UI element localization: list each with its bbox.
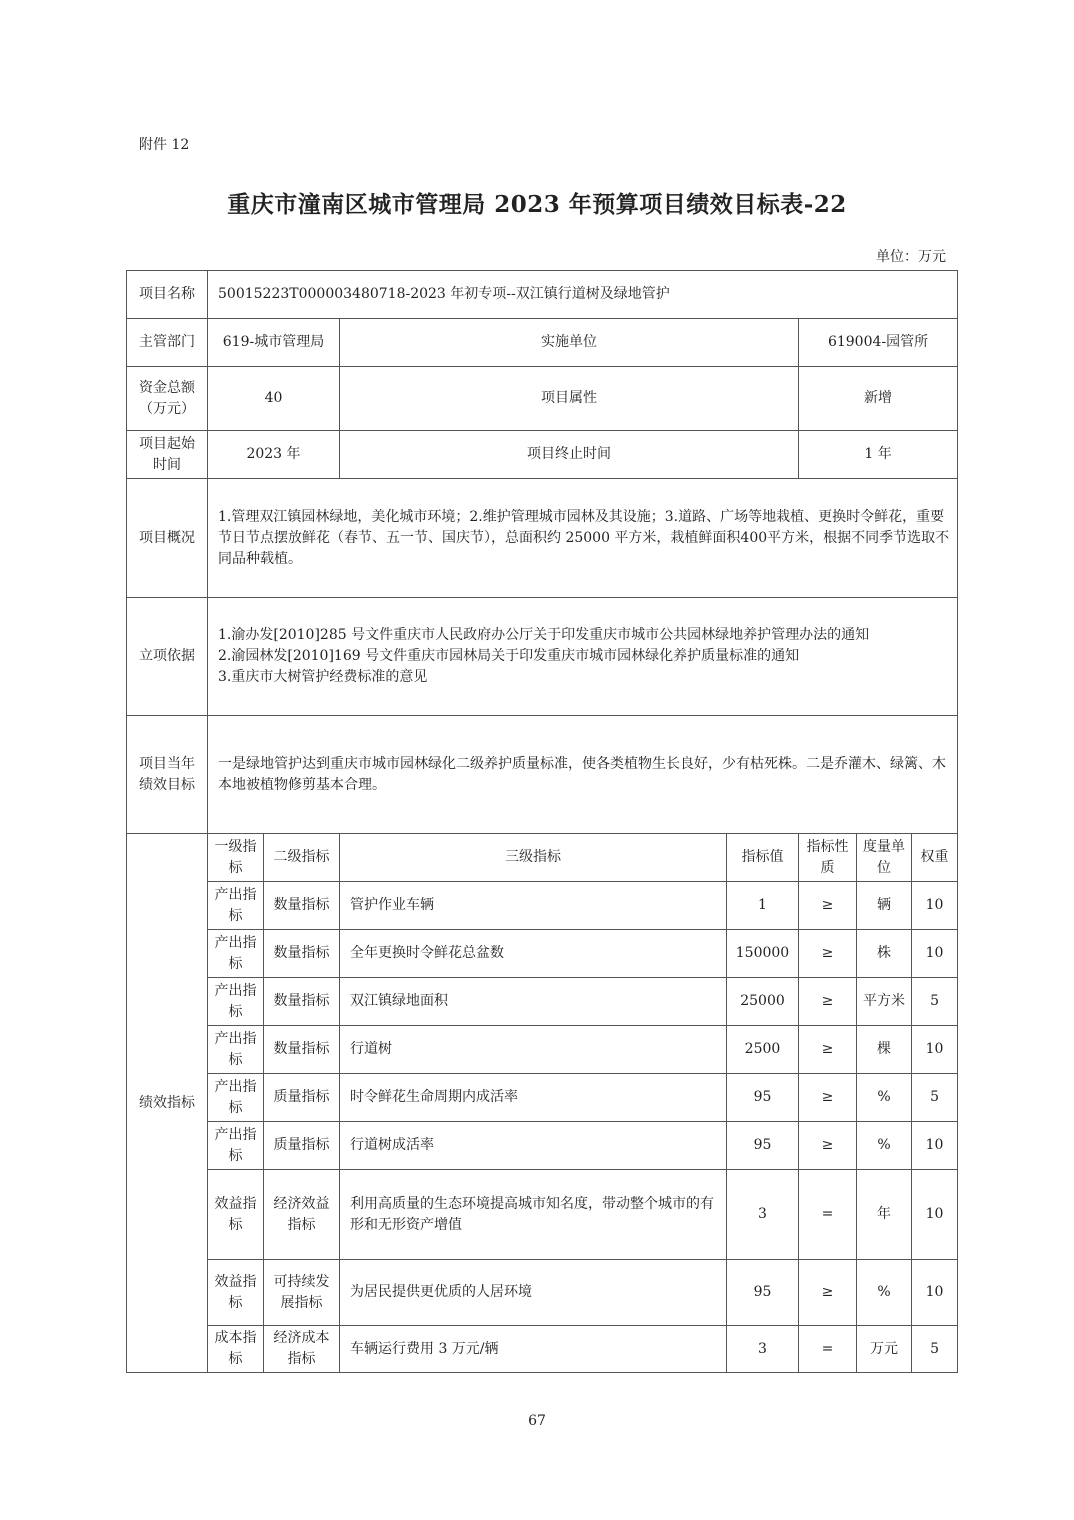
cell-l3: 为居民提供更优质的人居环境 [340, 1260, 727, 1326]
cell-nature: ≥ [799, 882, 857, 930]
project-name-value: 50015223T000003480718-2023 年初专项--双江镇行道树及绿地管护 [208, 271, 958, 319]
table-row [127, 930, 958, 978]
dept-label: 主管部门 [127, 319, 208, 367]
cell-unit: 万元 [857, 1326, 912, 1373]
overview-label: 项目概况 [127, 479, 208, 598]
fund-label: 资金总额（万元） [127, 367, 208, 431]
cell-l1: 效益指标 [208, 1260, 264, 1326]
cell-weight: 10 [912, 1026, 958, 1074]
cell-nature: ≥ [799, 1260, 857, 1326]
cell-unit: 年 [857, 1170, 912, 1260]
table-row [127, 1026, 958, 1074]
cell-l3: 全年更换时令鲜花总盆数 [340, 930, 727, 978]
cell-l1: 产出指标 [208, 1122, 264, 1170]
cell-l3: 行道树 [340, 1026, 727, 1074]
cell-l1: 成本指标 [208, 1326, 264, 1373]
cell-l1: 产出指标 [208, 1026, 264, 1074]
performance-table [126, 270, 958, 1373]
cell-l3: 行道树成活率 [340, 1122, 727, 1170]
cell-l2: 数量指标 [264, 882, 340, 930]
header-l2: 二级指标 [264, 834, 340, 882]
cell-value: 95 [727, 1074, 799, 1122]
table-row [127, 978, 958, 1026]
cell-unit: 辆 [857, 882, 912, 930]
table-row [127, 882, 958, 930]
goal-label: 项目当年绩效目标 [127, 716, 208, 834]
cell-weight: 10 [912, 882, 958, 930]
basis-value [208, 598, 958, 716]
impl-value: 619004-园管所 [799, 319, 958, 367]
cell-value: 2500 [727, 1026, 799, 1074]
cell-l2: 数量指标 [264, 1026, 340, 1074]
cell-l2: 数量指标 [264, 978, 340, 1026]
indicators-section-label: 绩效指标 [127, 834, 208, 1373]
cell-l2: 质量指标 [264, 1074, 340, 1122]
cell-value: 95 [727, 1260, 799, 1326]
cell-weight: 10 [912, 1170, 958, 1260]
cell-nature: = [799, 1170, 857, 1260]
end-value: 1 年 [799, 431, 958, 479]
cell-l2: 经济成本指标 [264, 1326, 340, 1373]
cell-nature: = [799, 1326, 857, 1373]
cell-weight: 5 [912, 1326, 958, 1373]
cell-unit: % [857, 1074, 912, 1122]
cell-l2: 数量指标 [264, 930, 340, 978]
table-row [127, 1326, 958, 1373]
cell-value: 3 [727, 1170, 799, 1260]
overview-value: 1.管理双江镇园林绿地，美化城市环境；2.维护管理城市园林及其设施；3.道路、广场等地栽植、更换时令鲜花，重要节日节点摆放鲜花（春节、五一节、国庆节），总面积约 25000 平方米，栽植鲜面积400平方米，根据不同季节选取不同品种载植。 [208, 479, 958, 598]
cell-weight: 10 [912, 1260, 958, 1326]
cell-l2: 可持续发展指标 [264, 1260, 340, 1326]
table-row [127, 1074, 958, 1122]
basis-label: 立项依据 [127, 598, 208, 716]
header-weight: 权重 [912, 834, 958, 882]
cell-nature: ≥ [799, 1026, 857, 1074]
cell-unit: % [857, 1122, 912, 1170]
cell-value: 95 [727, 1122, 799, 1170]
cell-weight: 10 [912, 930, 958, 978]
cell-unit: 平方米 [857, 978, 912, 1026]
cell-weight: 5 [912, 978, 958, 1026]
table-row [127, 1122, 958, 1170]
header-l3: 三级指标 [340, 834, 727, 882]
basis-line: 1.渝办发[2010]285 号文件重庆市人民政府办公厅关于印发重庆市城市公共园林绿地养护管理办法的通知 [218, 627, 870, 643]
cell-value: 1 [727, 882, 799, 930]
cell-l3: 车辆运行费用 3 万元/辆 [340, 1326, 727, 1373]
header-l1: 一级指标 [208, 834, 264, 882]
table-row [127, 1260, 958, 1326]
cell-l3: 利用高质量的生态环境提高城市知名度，带动整个城市的有形和无形资产增值 [340, 1170, 727, 1260]
cell-l1: 产出指标 [208, 1074, 264, 1122]
start-value: 2023 年 [208, 431, 340, 479]
header-nature: 指标性质 [799, 834, 857, 882]
fund-value: 40 [208, 367, 340, 431]
cell-l1: 效益指标 [208, 1170, 264, 1260]
impl-label: 实施单位 [340, 319, 799, 367]
basis-line: 2.渝园林发[2010]169 号文件重庆市园林局关于印发重庆市城市园林绿化养护质量标准的通知 [218, 648, 800, 664]
basis-line: 3.重庆市大树管护经费标准的意见 [218, 669, 428, 685]
cell-l2: 经济效益指标 [264, 1170, 340, 1260]
header-unit: 度量单位 [857, 834, 912, 882]
end-label: 项目终止时间 [340, 431, 799, 479]
page-number: 67 [528, 1413, 546, 1429]
cell-l1: 产出指标 [208, 978, 264, 1026]
cell-weight: 5 [912, 1074, 958, 1122]
cell-nature: ≥ [799, 978, 857, 1026]
goal-value: 一是绿地管护达到重庆市城市园林绿化二级养护质量标准，使各类植物生长良好，少有枯死株。二是乔灌木、绿篱、木本地被植物修剪基本合理。 [208, 716, 958, 834]
cell-unit: % [857, 1260, 912, 1326]
indicator-header-row [127, 834, 958, 882]
cell-l1: 产出指标 [208, 882, 264, 930]
table-row [127, 1170, 958, 1260]
attr-label: 项目属性 [340, 367, 799, 431]
cell-unit: 棵 [857, 1026, 912, 1074]
attachment-label: 附件 12 [139, 137, 190, 153]
page-title: 重庆市潼南区城市管理局 2023 年预算项目绩效目标表-22 [227, 191, 847, 218]
cell-l2: 质量指标 [264, 1122, 340, 1170]
cell-nature: ≥ [799, 930, 857, 978]
header-value: 指标值 [727, 834, 799, 882]
attr-value: 新增 [799, 367, 958, 431]
cell-value: 3 [727, 1326, 799, 1373]
cell-weight: 10 [912, 1122, 958, 1170]
start-label: 项目起始时间 [127, 431, 208, 479]
cell-l3: 双江镇绿地面积 [340, 978, 727, 1026]
cell-nature: ≥ [799, 1074, 857, 1122]
cell-l1: 产出指标 [208, 930, 264, 978]
project-name-label: 项目名称 [127, 271, 208, 319]
cell-value: 25000 [727, 978, 799, 1026]
cell-l3: 管护作业车辆 [340, 882, 727, 930]
unit-label: 单位：万元 [876, 249, 946, 265]
cell-value: 150000 [727, 930, 799, 978]
cell-l3: 时令鲜花生命周期内成活率 [340, 1074, 727, 1122]
cell-nature: ≥ [799, 1122, 857, 1170]
cell-unit: 株 [857, 930, 912, 978]
dept-value: 619-城市管理局 [208, 319, 340, 367]
